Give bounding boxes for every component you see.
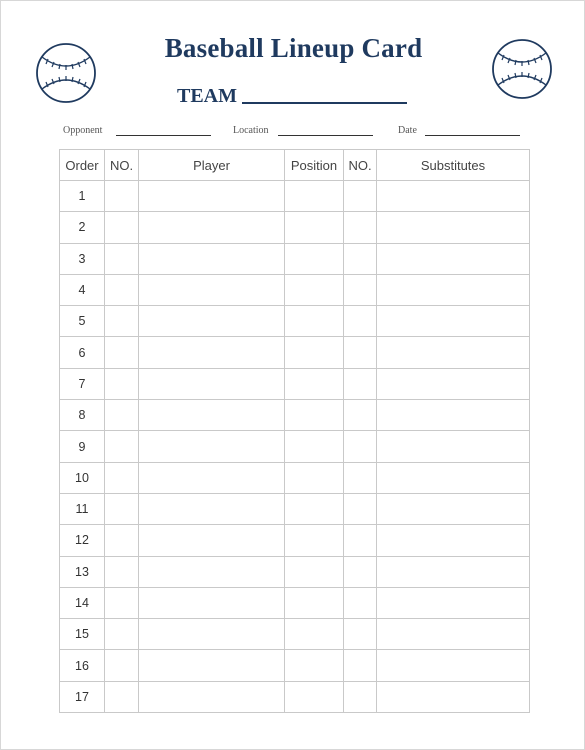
- order-cell: 8: [60, 400, 105, 431]
- sub-number-cell[interactable]: [344, 337, 377, 368]
- substitutes-cell[interactable]: [377, 556, 530, 587]
- player-cell[interactable]: [139, 462, 285, 493]
- player-cell[interactable]: [139, 619, 285, 650]
- table-row: [60, 181, 530, 212]
- player-cell[interactable]: [139, 368, 285, 399]
- number-cell[interactable]: [105, 181, 139, 212]
- player-cell[interactable]: [139, 181, 285, 212]
- team-label: TEAM: [177, 85, 237, 107]
- order-cell: 11: [60, 493, 105, 524]
- position-cell[interactable]: [285, 431, 344, 462]
- position-cell[interactable]: [285, 493, 344, 524]
- order-cell: 3: [60, 243, 105, 274]
- order-cell: 1: [60, 181, 105, 212]
- substitutes-cell[interactable]: [377, 274, 530, 305]
- table-row: [60, 462, 530, 493]
- table-row: [60, 556, 530, 587]
- table-row: [60, 525, 530, 556]
- number-cell[interactable]: [105, 462, 139, 493]
- sub-number-cell[interactable]: [344, 462, 377, 493]
- number-cell[interactable]: [105, 650, 139, 681]
- header-order: Order: [60, 150, 105, 181]
- order-cell: 15: [60, 619, 105, 650]
- table-row: [60, 368, 530, 399]
- player-cell[interactable]: [139, 493, 285, 524]
- location-label: Location: [233, 125, 269, 136]
- header-substitutes: Substitutes: [377, 150, 530, 181]
- position-cell[interactable]: [285, 525, 344, 556]
- team-name-field[interactable]: [242, 102, 407, 104]
- table-row: [60, 431, 530, 462]
- sub-number-cell[interactable]: [344, 525, 377, 556]
- substitutes-cell[interactable]: [377, 493, 530, 524]
- order-cell: 6: [60, 337, 105, 368]
- sub-number-cell[interactable]: [344, 650, 377, 681]
- lineup-table: [59, 149, 530, 713]
- header-player: Player: [139, 150, 285, 181]
- substitutes-cell[interactable]: [377, 368, 530, 399]
- order-cell: 4: [60, 274, 105, 305]
- sub-number-cell[interactable]: [344, 400, 377, 431]
- number-cell[interactable]: [105, 274, 139, 305]
- order-cell: 10: [60, 462, 105, 493]
- sub-number-cell[interactable]: [344, 212, 377, 243]
- header-position: Position: [285, 150, 344, 181]
- order-cell: 17: [60, 681, 105, 712]
- sub-number-cell[interactable]: [344, 431, 377, 462]
- number-cell[interactable]: [105, 525, 139, 556]
- order-cell: 5: [60, 306, 105, 337]
- position-cell[interactable]: [285, 462, 344, 493]
- number-cell[interactable]: [105, 212, 139, 243]
- substitutes-cell[interactable]: [377, 431, 530, 462]
- date-label: Date: [398, 125, 417, 136]
- location-field[interactable]: [278, 135, 373, 136]
- sub-number-cell[interactable]: [344, 556, 377, 587]
- substitutes-cell[interactable]: [377, 619, 530, 650]
- number-cell[interactable]: [105, 556, 139, 587]
- substitutes-cell[interactable]: [377, 337, 530, 368]
- player-cell[interactable]: [139, 650, 285, 681]
- sub-number-cell[interactable]: [344, 681, 377, 712]
- position-cell[interactable]: [285, 274, 344, 305]
- table-row: [60, 619, 530, 650]
- position-cell[interactable]: [285, 400, 344, 431]
- player-cell[interactable]: [139, 337, 285, 368]
- player-cell[interactable]: [139, 556, 285, 587]
- sub-number-cell[interactable]: [344, 181, 377, 212]
- position-cell[interactable]: [285, 650, 344, 681]
- table-row: [60, 306, 530, 337]
- number-cell[interactable]: [105, 337, 139, 368]
- sub-number-cell[interactable]: [344, 243, 377, 274]
- order-cell: 16: [60, 650, 105, 681]
- substitutes-cell[interactable]: [377, 400, 530, 431]
- table-row: [60, 274, 530, 305]
- position-cell[interactable]: [285, 368, 344, 399]
- position-cell[interactable]: [285, 619, 344, 650]
- sub-number-cell[interactable]: [344, 274, 377, 305]
- number-cell[interactable]: [105, 493, 139, 524]
- position-cell[interactable]: [285, 212, 344, 243]
- position-cell[interactable]: [285, 181, 344, 212]
- order-cell: 13: [60, 556, 105, 587]
- table-row: [60, 337, 530, 368]
- date-field[interactable]: [425, 135, 520, 136]
- substitutes-cell[interactable]: [377, 462, 530, 493]
- player-cell[interactable]: [139, 525, 285, 556]
- table-row: [60, 243, 530, 274]
- player-cell[interactable]: [139, 274, 285, 305]
- position-cell[interactable]: [285, 556, 344, 587]
- position-cell[interactable]: [285, 337, 344, 368]
- header-sub-number: NO.: [344, 150, 377, 181]
- sub-number-cell[interactable]: [344, 619, 377, 650]
- substitutes-cell[interactable]: [377, 650, 530, 681]
- substitutes-cell[interactable]: [377, 243, 530, 274]
- substitutes-cell[interactable]: [377, 681, 530, 712]
- sub-number-cell[interactable]: [344, 306, 377, 337]
- header-number: NO.: [105, 150, 139, 181]
- number-cell[interactable]: [105, 243, 139, 274]
- table-row: [60, 681, 530, 712]
- substitutes-cell[interactable]: [377, 306, 530, 337]
- table-header-row: [60, 150, 530, 181]
- table-row: [60, 493, 530, 524]
- sub-number-cell[interactable]: [344, 368, 377, 399]
- player-cell[interactable]: [139, 431, 285, 462]
- substitutes-cell[interactable]: [377, 212, 530, 243]
- number-cell[interactable]: [105, 587, 139, 618]
- substitutes-cell[interactable]: [377, 525, 530, 556]
- substitutes-cell[interactable]: [377, 181, 530, 212]
- order-cell: 14: [60, 587, 105, 618]
- order-cell: 7: [60, 368, 105, 399]
- order-cell: 2: [60, 212, 105, 243]
- order-cell: 12: [60, 525, 105, 556]
- table-row: [60, 400, 530, 431]
- position-cell[interactable]: [285, 681, 344, 712]
- number-cell[interactable]: [105, 400, 139, 431]
- player-cell[interactable]: [139, 243, 285, 274]
- sub-number-cell[interactable]: [344, 493, 377, 524]
- number-cell[interactable]: [105, 619, 139, 650]
- player-cell[interactable]: [139, 306, 285, 337]
- position-cell[interactable]: [285, 587, 344, 618]
- number-cell[interactable]: [105, 306, 139, 337]
- table-row: [60, 650, 530, 681]
- number-cell[interactable]: [105, 431, 139, 462]
- substitutes-cell[interactable]: [377, 587, 530, 618]
- player-cell[interactable]: [139, 681, 285, 712]
- order-cell: 9: [60, 431, 105, 462]
- opponent-label: Opponent: [63, 125, 103, 136]
- page-title: Baseball Lineup Card: [164, 33, 423, 63]
- player-cell[interactable]: [139, 400, 285, 431]
- position-cell[interactable]: [285, 243, 344, 274]
- player-cell[interactable]: [139, 212, 285, 243]
- sub-number-cell[interactable]: [344, 587, 377, 618]
- position-cell[interactable]: [285, 306, 344, 337]
- number-cell[interactable]: [105, 681, 139, 712]
- opponent-field[interactable]: [116, 135, 211, 136]
- table-row: [60, 212, 530, 243]
- table-row: [60, 587, 530, 618]
- number-cell[interactable]: [105, 368, 139, 399]
- player-cell[interactable]: [139, 587, 285, 618]
